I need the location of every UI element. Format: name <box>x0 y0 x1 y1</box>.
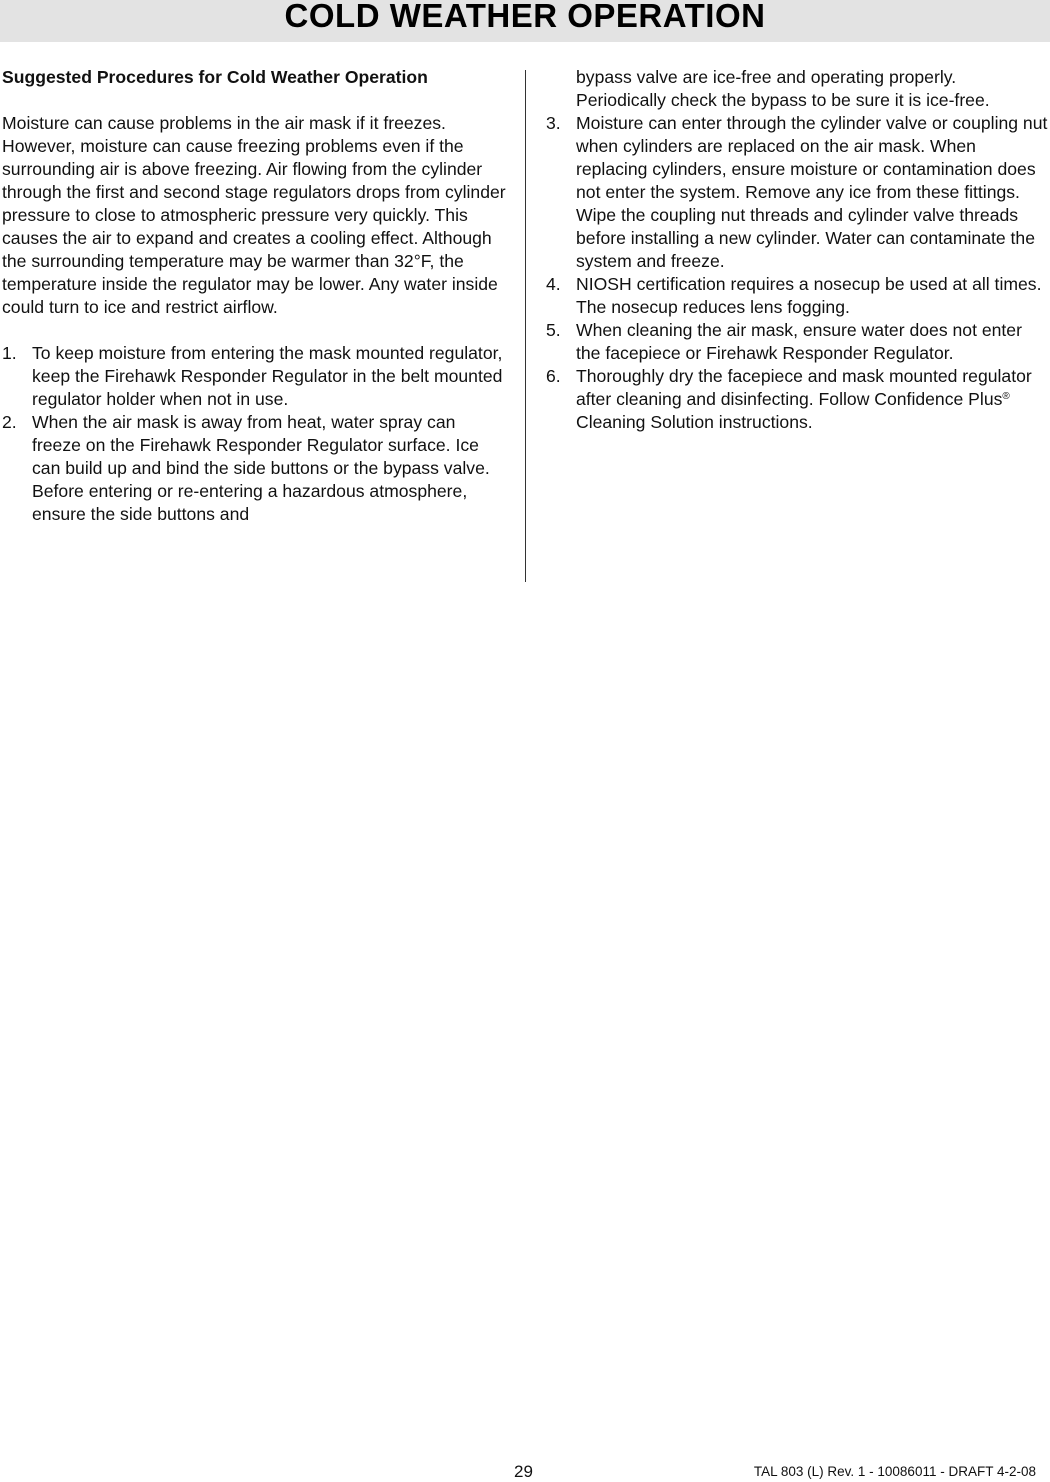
list-item-number: 5. <box>546 320 561 340</box>
list-item-text: When cleaning the air mask, ensure water does not enter the facepiece or Firehawk Responder Regulator. <box>576 320 1022 363</box>
list-item-text-after: Cleaning Solution instructions. <box>576 412 813 432</box>
list-item <box>546 112 1048 273</box>
left-column <box>2 66 507 526</box>
list-item-number: 2. <box>2 412 17 432</box>
list-item-text <box>576 366 1032 432</box>
section-heading: Suggested Procedures for Cold Weather Operation <box>2 67 428 87</box>
procedure-list-right <box>546 112 1048 434</box>
list-item-number: 3. <box>546 113 561 133</box>
title-bar <box>0 0 1050 42</box>
list-item-text: When the air mask is away from heat, water spray can freeze on the Firehawk Responder Regulator surface. Ice can build up and bind the side buttons or the bypass valve. Before entering or re-entering a hazardous atmosphere, ensure the side buttons and <box>32 412 490 524</box>
page-number: 29 <box>514 1462 533 1481</box>
procedure-list-left <box>2 342 507 526</box>
list-item <box>546 273 1048 319</box>
list-item-continuation: bypass valve are ice-free and operating properly. Periodically check the bypass to be sure it is ice-free. <box>576 67 990 110</box>
intro-paragraph: Moisture can cause problems in the air mask if it freezes. However, moisture can cause freezing problems even if the surrounding air is above freezing. Air flowing from the cylinder through the first and second stage regulators drops from cylinder pressure to close to atmospheric pressure very quickly. This causes the air to expand and creates a cooling effect. Although the surrounding temperature may be warmer than 32°F, the temperature inside the regulator may be lower. Any water inside could turn to ice and restrict airflow. <box>2 113 506 317</box>
list-item-number: 4. <box>546 274 561 294</box>
list-item-text: NIOSH certification requires a nosecup be used at all times. The nosecup reduces lens fogging. <box>576 274 1042 317</box>
list-item-number: 1. <box>2 343 17 363</box>
list-item <box>546 365 1048 434</box>
list-item-number: 6. <box>546 366 561 386</box>
list-item <box>2 411 507 526</box>
column-divider <box>525 70 526 582</box>
document-reference: TAL 803 (L) Rev. 1 - 10086011 - DRAFT 4-2-08 <box>753 1464 1036 1479</box>
list-item-text: To keep moisture from entering the mask mounted regulator, keep the Firehawk Responder Regulator in the belt mounted regulator holder when not in use. <box>32 343 503 409</box>
list-item-text-before: Thoroughly dry the facepiece and mask mounted regulator after cleaning and disinfecting. Follow Confidence Plus <box>576 366 1032 409</box>
list-item <box>546 319 1048 365</box>
page-title: COLD WEATHER OPERATION <box>284 0 766 34</box>
list-item-text: Moisture can enter through the cylinder valve or coupling nut when cylinders are replaced on the air mask. When replacing cylinders, ensure moisture or contamination does not enter the system. Remove any ice from these fittings. Wipe the coupling nut threads and cylinder valve threads before installing a new cylinder. Water can contaminate the system and freeze. <box>576 113 1048 271</box>
list-item <box>2 342 507 411</box>
right-column <box>546 66 1048 434</box>
registered-trademark: ® <box>1002 391 1010 402</box>
